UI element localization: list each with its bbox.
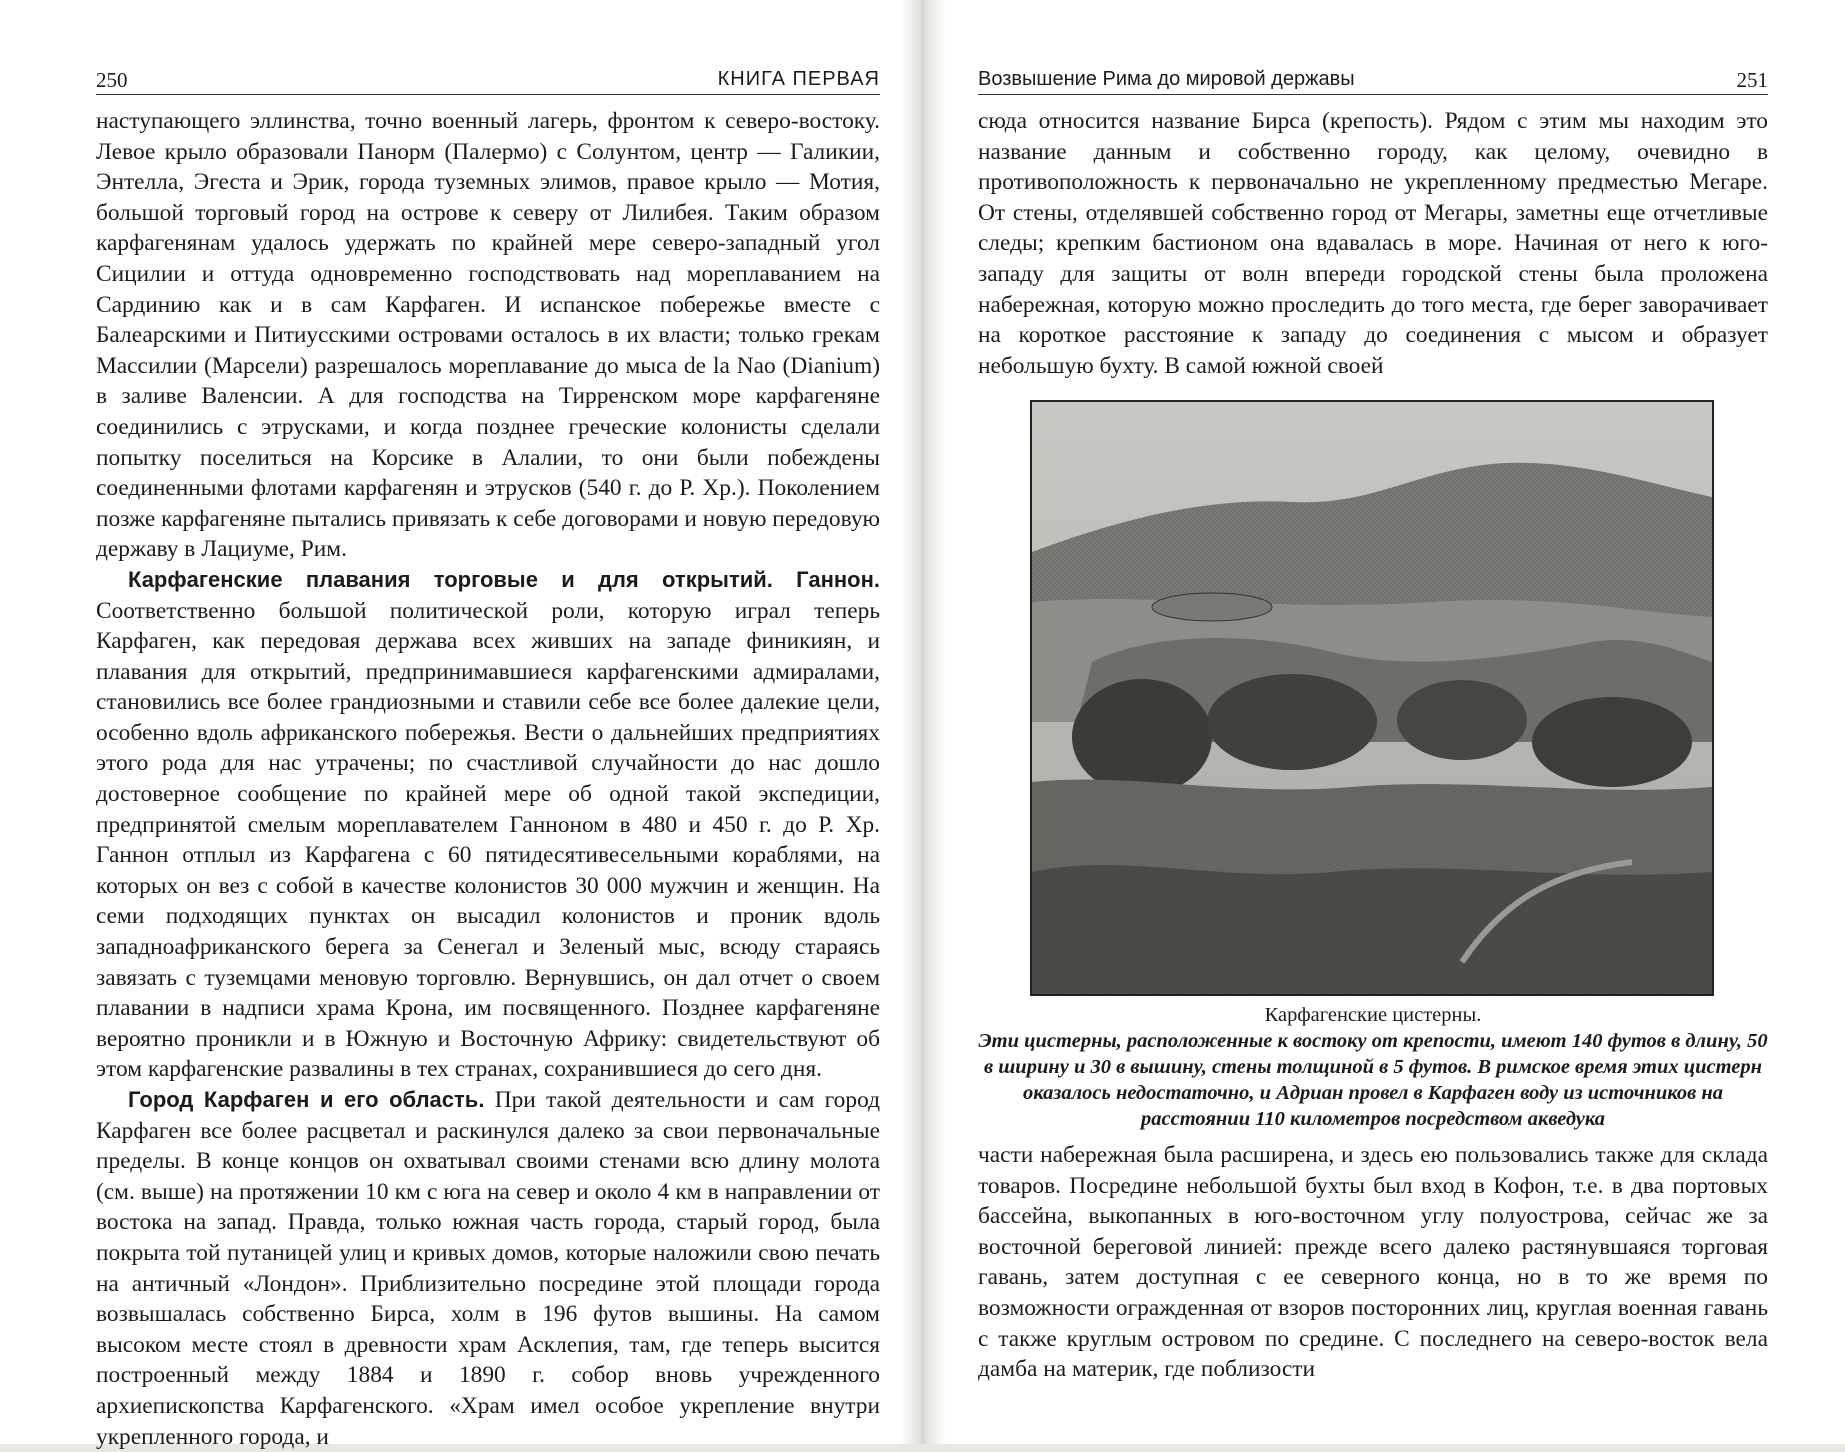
right-page-number: 251 bbox=[1736, 68, 1768, 92]
paragraph bbox=[978, 1140, 1768, 1385]
paragraph-text: При такой деятельности и сам город Карфаген все более расцветал и раскинулся далеко за свои первоначальные пределы. В конце концов он охватывал своими стенами всю длину молота (см. выше) на протяжении 10 км с юга на север и около 4 км в направлении от востока на запад. Правда, только южная часть города, старый город, была покрыта той путаницей улиц и кривых домов, которые наложили свою печать на античный «Лондон». Приблизительно посредине этой площади города возвышалась собственно Бирса, холм в 196 футов вышины. На самом высоком месте стоял в древности храм Асклепия, там, где теперь высится построенный между 1884 и 1890 г. собор вновь учрежденного архиепископства Карфагенского. «Храм имел особое укрепление внутри укрепленного города, и bbox=[96, 1087, 880, 1450]
paragraph-text: части набережная была расширена, и здесь ею пользовались также для склада товаров. Посредине небольшой бухты был вход в Кофон, т.е. в два портовых бассейна, выкопанных в юго-восточном углу полуострова, сейчас же за восточной береговой линией: прежде всего далеко растянувшаяся торговая гавань, затем доступная с ее северного конца, но в то же время по возможности огражденная от взоров посторонних лиц, круглая военная гавань с также круглым островом по средине. С последнего на северо-восток вела дамба на материк, где поблизости bbox=[978, 1142, 1768, 1383]
paragraph-text: сюда относится название Бирса (крепость). Рядом с этим мы находим это название данным и собственно городу, как целому, очевидно в противоположность к первоначально не укрепленному предместью Мегаре. От стены, отделявшей собственно город от Мегары, заметны еще отчетливые следы; крепким бастионом она вдавалась в море. Начиная от него к юго-западу для защиты от волн впереди городской стены была проложена набережная, которую можно проследить до того места, где берег заворачивает на короткое расстояние к западу до соединения с мысом и образует небольшую бухту. В самой южной своей bbox=[978, 108, 1768, 379]
caption-description: Эти цистерны, расположенные к востоку от крепости, имеют 140 футов в длину, 50 в ширину и 30 в вышину, стены толщиной в 5 футов. В римское время этих цистерн оказалось недостаточно, и Адриан провел в Карфаген воду из источников на расстоянии 110 километров посредством акведука bbox=[978, 1030, 1768, 1130]
paragraph bbox=[978, 106, 1768, 381]
book-gutter bbox=[900, 0, 946, 1444]
right-page bbox=[978, 0, 1768, 1444]
paragraph bbox=[96, 106, 880, 565]
paragraph bbox=[96, 1085, 880, 1452]
caption-title: Карфагенские цистерны. bbox=[1264, 1004, 1482, 1026]
right-body-text-bottom bbox=[978, 1140, 1768, 1385]
engraving-illustration bbox=[1032, 402, 1712, 994]
paragraph bbox=[96, 565, 880, 1085]
figure-caption bbox=[978, 1002, 1768, 1132]
left-page-number: 250 bbox=[96, 68, 128, 92]
cisterns-engraving bbox=[1030, 400, 1714, 996]
section-heading: Карфагенские плавания торговые и для открытий. Ганнон. bbox=[128, 566, 880, 592]
paragraph-text: Соответственно большой политической роли, которую играл теперь Карфаген, как передовая держава всех живших на западе финикиян, и плавания для открытий, предпринимавшиеся карфагенскими адмиралами, становились все более грандиозными и ставили себе все более далекие цели, особенно вдоль африканского побережья. Вести о дальнейших предприятиях этого рода для нас утрачены; по счастливой случайности до нас дошло достоверное сообщение по крайней мере об одной такой экспедиции, предпринятой смелым мореплавателем Ганноном в 480 и 450 г. до Р. Хр. Ганнон отплыл из Карфагена с 60 пятидесятивесельными кораблями, на которых он вез с собой в качестве колонистов 30 000 мужчин и женщин. На семи подходящих пунктах он высадил колонистов и проник вдоль западноафриканского берега за Сенегал и Зеленый мыс, всюду стараясь завязать с туземцами меновую торговлю. Вернувшись, он дал отчет о своем плавании в надписи храма Крона, им посвященного. Позднее карфагеняне вероятно проникли и в Южную и Восточную Африку: свидетельствуют об этом карфагенские развалины в тех странах, сохранившиеся до сего дня. bbox=[96, 597, 880, 1083]
left-running-header bbox=[96, 66, 880, 95]
right-running-title: Возвышение Рима до мировой державы bbox=[978, 68, 1355, 90]
left-running-title: КНИГА ПЕРВАЯ bbox=[717, 68, 880, 90]
paragraph-text: наступающего эллинства, точно военный лагерь, фронтом к северо-востоку. Левое крыло образовали Панорм (Палермо) с Солунтом, центр — Галикии, Энтелла, Эгеста и Эрик, города туземных элимов, правое крыло — Мотия, большой торговый город на острове к северу от Лилибея. Таким образом карфагенянам удалось удержать по крайней мере северо-западный угол Сицилии и оттуда одновременно господствовать над мореплаванием на Сардинию как и в сам Карфаген. И испанское побережье вместе с Балеарскими и Питиусскими островами осталось в их власти; только грекам Массилии (Марсели) разрешалось мореплавание до мыса de la Nao (Dianium) в заливе Валенсии. А для господства на Тирренском море карфагеняне соединились с этрусками, и когда позднее греческие колонисты сделали попытку поселиться на Корсике в Алалии, то они были побеждены соединенными флотами карфагенян и этрусков (540 г. до Р. Хр.). Поколением позже карфагеняне пытались привязать к себе договорами и новую передовую державу в Лациуме, Рим. bbox=[96, 108, 880, 563]
right-body-text-top bbox=[978, 106, 1768, 381]
left-body-text bbox=[96, 106, 880, 1452]
section-heading: Город Карфаген и его область. bbox=[128, 1087, 485, 1112]
left-page bbox=[96, 0, 880, 1450]
right-running-header bbox=[978, 66, 1768, 95]
